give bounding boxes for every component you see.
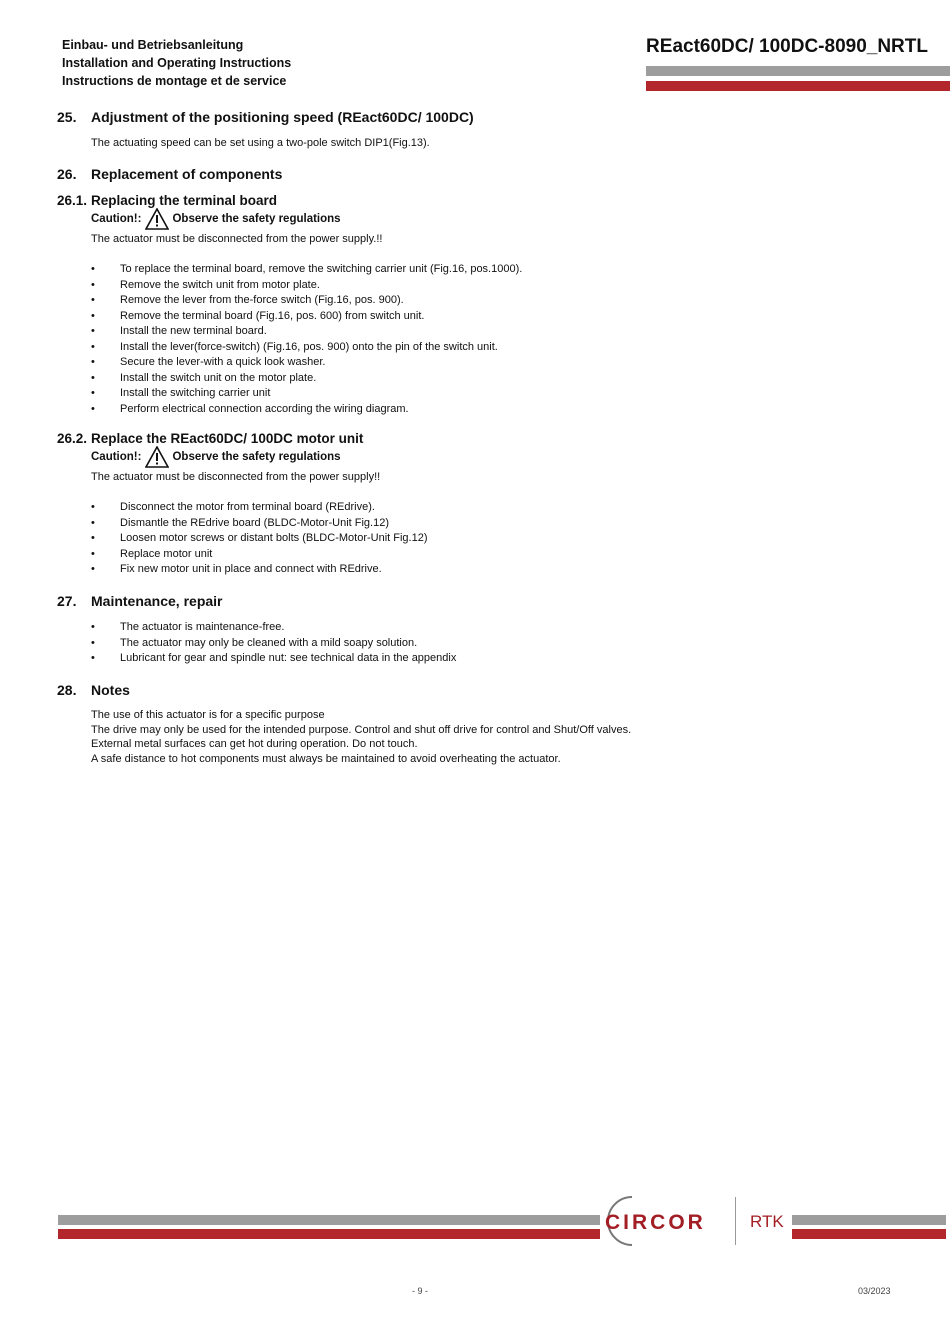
list-item: • Replace motor unit: [91, 547, 428, 563]
list-item: • Install the new terminal board.: [91, 324, 522, 340]
section-26-1-heading: [57, 193, 277, 208]
logo-divider: [735, 1197, 736, 1245]
notes-line: The use of this actuator is for a specific purpose: [91, 709, 325, 721]
document-title: REact60DC/ 100DC-8090_NRTL: [646, 36, 928, 57]
section-number: 27.: [57, 593, 77, 609]
page-number: - 9 -: [411, 1286, 428, 1296]
section-title: Replacement of components: [91, 166, 283, 182]
warning-triangle-icon: [145, 208, 169, 230]
notes-line: A safe distance to hot components must always be maintained to avoid overheating the actuator.: [91, 752, 561, 765]
section-title: Notes: [91, 682, 130, 698]
section-26-1-caution: [91, 208, 341, 230]
header-line-de: Einbau- und Betriebsanleitung: [62, 38, 244, 52]
list-item: • Remove the lever from the-force switch (Fig.16, pos. 900).: [91, 293, 522, 309]
warning-triangle-icon: [145, 446, 169, 468]
list-item: • Remove the terminal board (Fig.16, pos. 600) from switch unit.: [91, 309, 522, 325]
list-item: • Fix new motor unit in place and connect with REdrive.: [91, 562, 428, 578]
notes-line: The drive may only be used for the intended purpose. Control and shut off drive for control and Shut/Off valves.: [91, 723, 632, 736]
section-26-2-warning: The actuator must be disconnected from the power supply!!: [91, 471, 381, 483]
section-28-text: [91, 708, 631, 766]
footer-gray-bar-right: [792, 1215, 946, 1225]
section-26-1-list: [91, 262, 522, 417]
list-item: • To replace the terminal board, remove the switching carrier unit (Fig.16, pos.1000).: [91, 262, 522, 278]
section-number: 26.: [57, 166, 77, 182]
footer-red-bar-left: [58, 1229, 600, 1239]
header-gray-bar: [646, 66, 950, 76]
header-subtitles: [62, 36, 291, 90]
list-item: • The actuator may only be cleaned with a mild soapy solution.: [91, 636, 456, 652]
section-28-heading: [57, 682, 130, 698]
section-27-heading: [57, 593, 223, 609]
section-26-1-warning: The actuator must be disconnected from the power supply.!!: [91, 233, 383, 245]
list-item: • Secure the lever-with a quick look washer.: [91, 355, 522, 371]
caution-text: Observe the safety regulations: [172, 451, 341, 463]
section-title: Maintenance, repair: [91, 593, 223, 609]
document-date: 03/2023: [858, 1286, 891, 1296]
list-item: • Loosen motor screws or distant bolts (BLDC-Motor-Unit Fig.12): [91, 531, 428, 547]
list-item: • Install the switch unit on the motor plate.: [91, 371, 522, 387]
section-25-text: The actuating speed can be set using a two-pole switch DIP1(Fig.13).: [91, 137, 430, 149]
section-number: 25.: [57, 109, 77, 125]
section-25-heading: [57, 109, 474, 125]
section-26-2-heading: [57, 431, 363, 446]
list-item: • Install the lever(force-switch) (Fig.16, pos. 900) onto the pin of the switch unit.: [91, 340, 522, 356]
list-item: • Perform electrical connection according the wiring diagram.: [91, 402, 522, 418]
footer-red-bar-right: [792, 1229, 946, 1239]
rtk-brand: RTK: [750, 1212, 784, 1231]
section-26-2-caution: [91, 446, 341, 468]
section-number: 28.: [57, 682, 77, 698]
section-26-heading: [57, 166, 282, 182]
section-title: Replace the REact60DC/ 100DC motor unit: [91, 431, 364, 446]
footer-gray-bar-left: [58, 1215, 600, 1225]
list-item: • Lubricant for gear and spindle nut: see technical data in the appendix: [91, 651, 456, 667]
section-title: Adjustment of the positioning speed (REact60DC/ 100DC): [91, 109, 474, 125]
header-line-fr: Instructions de montage et de service: [62, 74, 287, 88]
list-item: • Remove the switch unit from motor plate.: [91, 278, 522, 294]
section-number: 26.1.: [57, 193, 88, 208]
section-27-list: [91, 620, 456, 667]
section-number: 26.2.: [57, 431, 88, 446]
notes-line: External metal surfaces can get hot during operation. Do not touch.: [91, 738, 418, 751]
circor-logo-text: CIRCOR: [605, 1211, 706, 1234]
header-red-bar: [646, 81, 950, 91]
list-item: • Dismantle the REdrive board (BLDC-Motor-Unit Fig.12): [91, 516, 428, 532]
caution-label: Caution!:: [91, 213, 142, 225]
list-item: • The actuator is maintenance-free.: [91, 620, 456, 636]
caution-text: Observe the safety regulations: [172, 213, 341, 225]
header-line-en: Installation and Operating Instructions: [62, 56, 292, 70]
caution-label: Caution!:: [91, 451, 142, 463]
list-item: • Install the switching carrier unit: [91, 386, 522, 402]
section-title: Replacing the terminal board: [91, 193, 278, 208]
list-item: • Disconnect the motor from terminal board (REdrive).: [91, 500, 428, 516]
section-26-2-list: [91, 500, 428, 578]
